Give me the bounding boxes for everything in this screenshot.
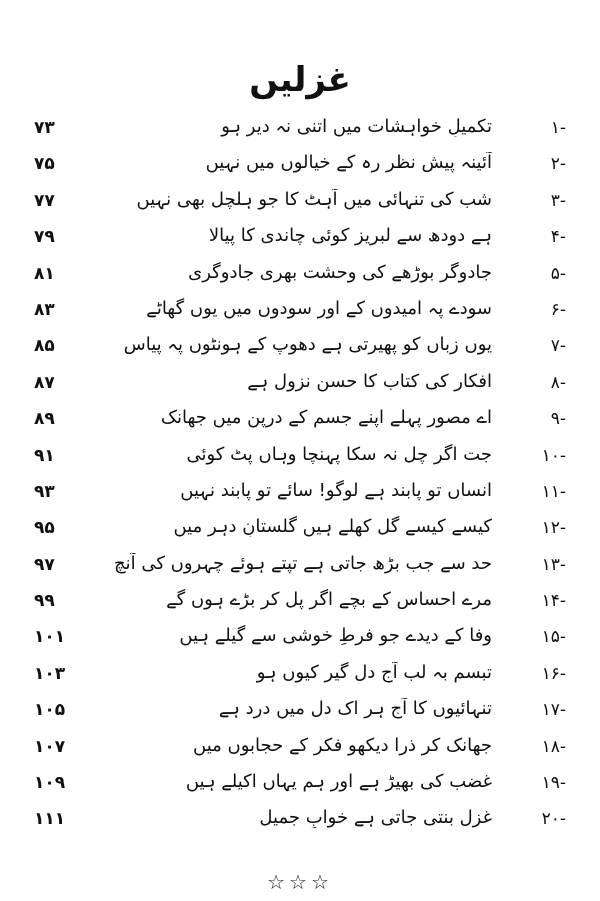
toc-page-number: ۷۹ (34, 227, 55, 248)
toc-row[interactable] (0, 621, 600, 657)
toc-page-number: ۸۹ (34, 409, 55, 430)
toc-page-number: ۹۱ (34, 445, 55, 466)
toc-page-number: ۱۰۳ (34, 663, 66, 684)
toc-title: غزل بنتی جاتی ہے خوابِ جمیل (259, 807, 492, 829)
toc-row[interactable] (0, 185, 600, 221)
toc-row[interactable] (0, 112, 600, 148)
toc-number: -۶ (550, 299, 566, 320)
toc-row[interactable] (0, 767, 600, 803)
toc-number: -۱۲ (541, 518, 566, 539)
toc-page-number: ۸۵ (34, 336, 55, 357)
toc-row[interactable] (0, 512, 600, 548)
toc-title: تکمیلِ خواہشات میں اتنی نہ دیر ہو (221, 116, 492, 137)
toc-title: جھانک کر ذرا دیکھو فکر کے حجابوں میں (193, 734, 492, 756)
page-title: غزلیں (249, 59, 351, 100)
toc-page-number: ۱۰۱ (34, 627, 66, 648)
toc-row[interactable] (0, 221, 600, 257)
toc-title: غضب کی بھیڑ ہے اور ہم یہاں اکیلے ہیں (185, 771, 492, 793)
toc-title: کیسے کیسے گل کھلے ہیں گلستانِ دہر میں (173, 516, 492, 538)
toc-title: حد سے جب بڑھ جاتی ہے تپتے ہوئے چہروں کی آنچ (114, 552, 492, 574)
toc-number: -۲ (550, 154, 566, 175)
toc-page-number: ۷۳ (34, 118, 55, 138)
toc-title: یوں زباں کو پھیرتی ہے دھوپ کے ہونٹوں پہ پیاس (123, 334, 492, 356)
toc-row[interactable] (0, 148, 600, 184)
toc-page-number: ۱۰۷ (34, 736, 66, 757)
toc-row[interactable] (0, 330, 600, 366)
toc-number: -۷ (550, 336, 566, 357)
toc-page-number: ۸۷ (34, 372, 55, 393)
toc-row[interactable] (0, 585, 600, 621)
toc-row[interactable] (0, 476, 600, 512)
toc-page-number: ۹۷ (34, 554, 55, 575)
toc-number: -۳ (550, 190, 566, 211)
toc-number: -۱ (550, 118, 566, 138)
toc-row[interactable] (0, 694, 600, 730)
toc-row[interactable] (0, 658, 600, 694)
toc-page-number: ۷۵ (34, 154, 55, 175)
toc-title: آئینہ پیشِ نظر رہ کے خیالوں میں نہیں (205, 152, 492, 174)
toc-page-number: ۱۰۹ (34, 773, 66, 794)
toc-title: شب کی تنہائی میں آہٹ کا جو ہلچل بھی نہیں (136, 188, 492, 210)
toc-title: جت اگر چل نہ سکا پہنچا وہاں پٹ کوئی (186, 443, 492, 465)
toc-row[interactable] (0, 367, 600, 403)
toc-page-number: ۸۳ (34, 299, 55, 320)
toc-page-number: ۸۱ (34, 263, 55, 284)
toc-title: انساں تو پابند ہے لوگو! سائے تو پابند نہیں (180, 479, 492, 501)
toc-page-number: ۱۰۵ (34, 700, 66, 721)
toc-title: افکار کی کتاب کا حسن نزول ہے (247, 370, 492, 392)
toc-page-number: ۹۹ (34, 591, 55, 612)
toc-page-number: ۷۷ (34, 190, 55, 211)
toc-page-number: ۱۱۱ (34, 809, 66, 830)
toc-title: جادوگر بوڑھے کی وحشت بھری جادوگری (188, 261, 492, 283)
toc-number: -۱۰ (541, 445, 566, 466)
toc-number: -۱۴ (541, 591, 566, 612)
toc-title: مرے احساس کے بچے اگر پل کر بڑے ہوں گے (166, 589, 492, 611)
toc-number: -۵ (550, 263, 566, 284)
toc-title: ہے دودھ سے لبریز کوئی چاندی کا پیالا (208, 225, 492, 247)
toc-number: -۴ (550, 227, 566, 248)
toc-number: -۱۱ (541, 481, 566, 502)
toc-number: -۸ (550, 372, 566, 393)
toc-page-number: ۹۵ (34, 518, 55, 539)
toc-row[interactable] (0, 403, 600, 439)
decorative-stars: ☆☆☆ (267, 870, 333, 894)
toc-number: -۱۳ (541, 554, 566, 575)
toc-row[interactable] (0, 549, 600, 585)
toc-number: -۱۶ (541, 663, 566, 684)
toc-row[interactable] (0, 440, 600, 476)
toc-row[interactable] (0, 294, 600, 330)
toc-number: -۱۵ (541, 627, 566, 648)
toc-number: -۲۰ (541, 809, 566, 830)
toc-number: -۹ (550, 409, 566, 430)
toc-title: اے مصور پہلے اپنے جسم کے درپن میں جھانک (160, 407, 492, 429)
toc-number: -۱۹ (541, 773, 566, 794)
toc-title: سودے پہ امیدوں کے اور سودوں میں یوں گھاٹے (146, 297, 492, 319)
toc-page-number: ۹۳ (34, 481, 55, 502)
toc-number: -۱۸ (541, 736, 566, 757)
toc-title: تنہائیوں کا آج ہر اک دل میں درد ہے (218, 698, 492, 720)
toc-number: -۱۷ (541, 700, 566, 721)
table-of-contents (0, 112, 600, 840)
toc-row[interactable] (0, 731, 600, 767)
toc-row[interactable] (0, 258, 600, 294)
toc-title: وفا کے دیدے جو فرطِ خوشی سے گیلے ہیں (179, 625, 492, 647)
toc-title: تبسم بہ لب آج دل گیر کیوں ہو (256, 661, 492, 683)
toc-row[interactable] (0, 803, 600, 839)
